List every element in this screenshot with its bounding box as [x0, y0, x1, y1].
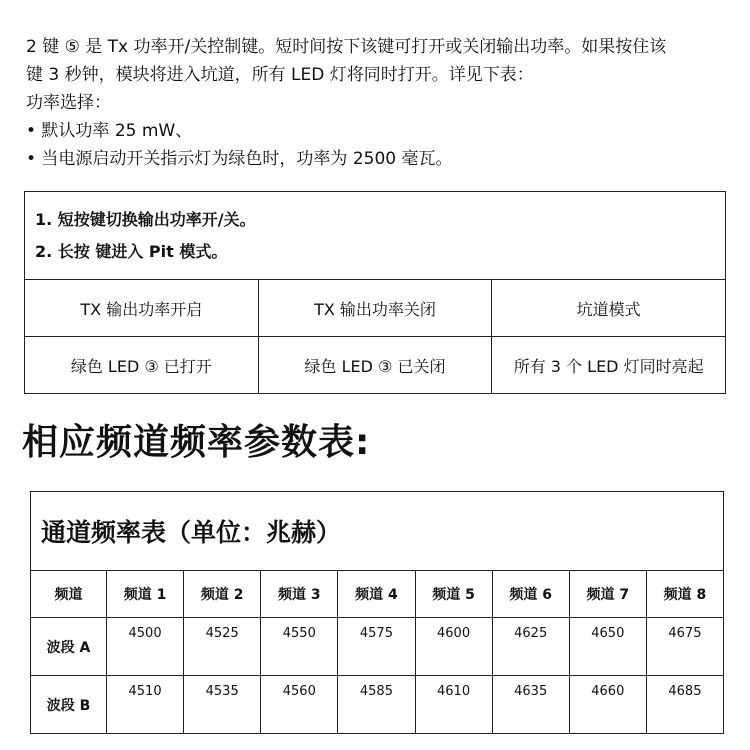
- channel-header: 频道 3: [261, 571, 338, 618]
- channel-label: 频道: [31, 571, 107, 618]
- frequency-cell: 4525: [184, 618, 261, 676]
- note-line: 2. 长按 键进入 Pit 模式。: [35, 241, 228, 261]
- frequency-cell: 4650: [569, 618, 646, 676]
- mode-state: 所有 3 个 LED 灯同时亮起: [492, 337, 726, 394]
- frequency-cell: 4500: [107, 618, 184, 676]
- channel-header: 频道 5: [415, 571, 492, 618]
- intro-text: [26, 33, 731, 173]
- table-row: [31, 618, 724, 676]
- bullet-item: • 当电源启动开关指示灯为绿色时，功率为 2500 毫瓦。: [26, 149, 453, 169]
- frequency-cell: 4675: [646, 618, 723, 676]
- channel-header: 频道 2: [184, 571, 261, 618]
- band-label: 波段 A: [31, 618, 107, 676]
- channel-header: 频道 6: [492, 571, 569, 618]
- table-row: [31, 676, 724, 734]
- channel-header: 频道 7: [569, 571, 646, 618]
- note-line: 1. 短按键切换输出功率开/关。: [35, 209, 256, 229]
- mode-header: 坑道模式: [492, 280, 726, 337]
- frequency-cell: 4585: [338, 676, 415, 734]
- mode-state: 绿色 LED ③ 已打开: [25, 337, 259, 394]
- intro-line: 键 3 秒钟，模块将进入坑道，所有 LED 灯将同时打开。详见下表：: [26, 65, 534, 85]
- mode-notes: [25, 192, 726, 280]
- mode-header: TX 输出功率开启: [25, 280, 259, 337]
- mode-table: [24, 191, 726, 394]
- intro-line: 功率选择：: [26, 93, 111, 113]
- frequency-cell: 4610: [415, 676, 492, 734]
- frequency-cell: 4560: [261, 676, 338, 734]
- frequency-table: [30, 491, 724, 734]
- intro-line: 2 键 ⑤ 是 Tx 功率开/关控制键。短时间按下该键可打开或关闭输出功率。如果按住该: [26, 37, 667, 57]
- band-label: 波段 B: [31, 676, 107, 734]
- mode-state: 绿色 LED ③ 已关闭: [258, 337, 492, 394]
- frequency-cell: 4575: [338, 618, 415, 676]
- channel-header: 频道 4: [338, 571, 415, 618]
- frequency-table-title: 通道频率表（单位：兆赫）: [31, 492, 724, 571]
- section-heading: 相应频道频率参数表:: [22, 422, 371, 463]
- channel-header: 频道 8: [646, 571, 723, 618]
- frequency-cell: 4660: [569, 676, 646, 734]
- channel-header: 频道 1: [107, 571, 184, 618]
- frequency-cell: 4685: [646, 676, 723, 734]
- frequency-cell: 4600: [415, 618, 492, 676]
- frequency-cell: 4535: [184, 676, 261, 734]
- bullet-item: • 默认功率 25 mW、: [26, 121, 193, 141]
- frequency-cell: 4625: [492, 618, 569, 676]
- mode-header: TX 输出功率关闭: [258, 280, 492, 337]
- frequency-cell: 4510: [107, 676, 184, 734]
- frequency-cell: 4635: [492, 676, 569, 734]
- frequency-cell: 4550: [261, 618, 338, 676]
